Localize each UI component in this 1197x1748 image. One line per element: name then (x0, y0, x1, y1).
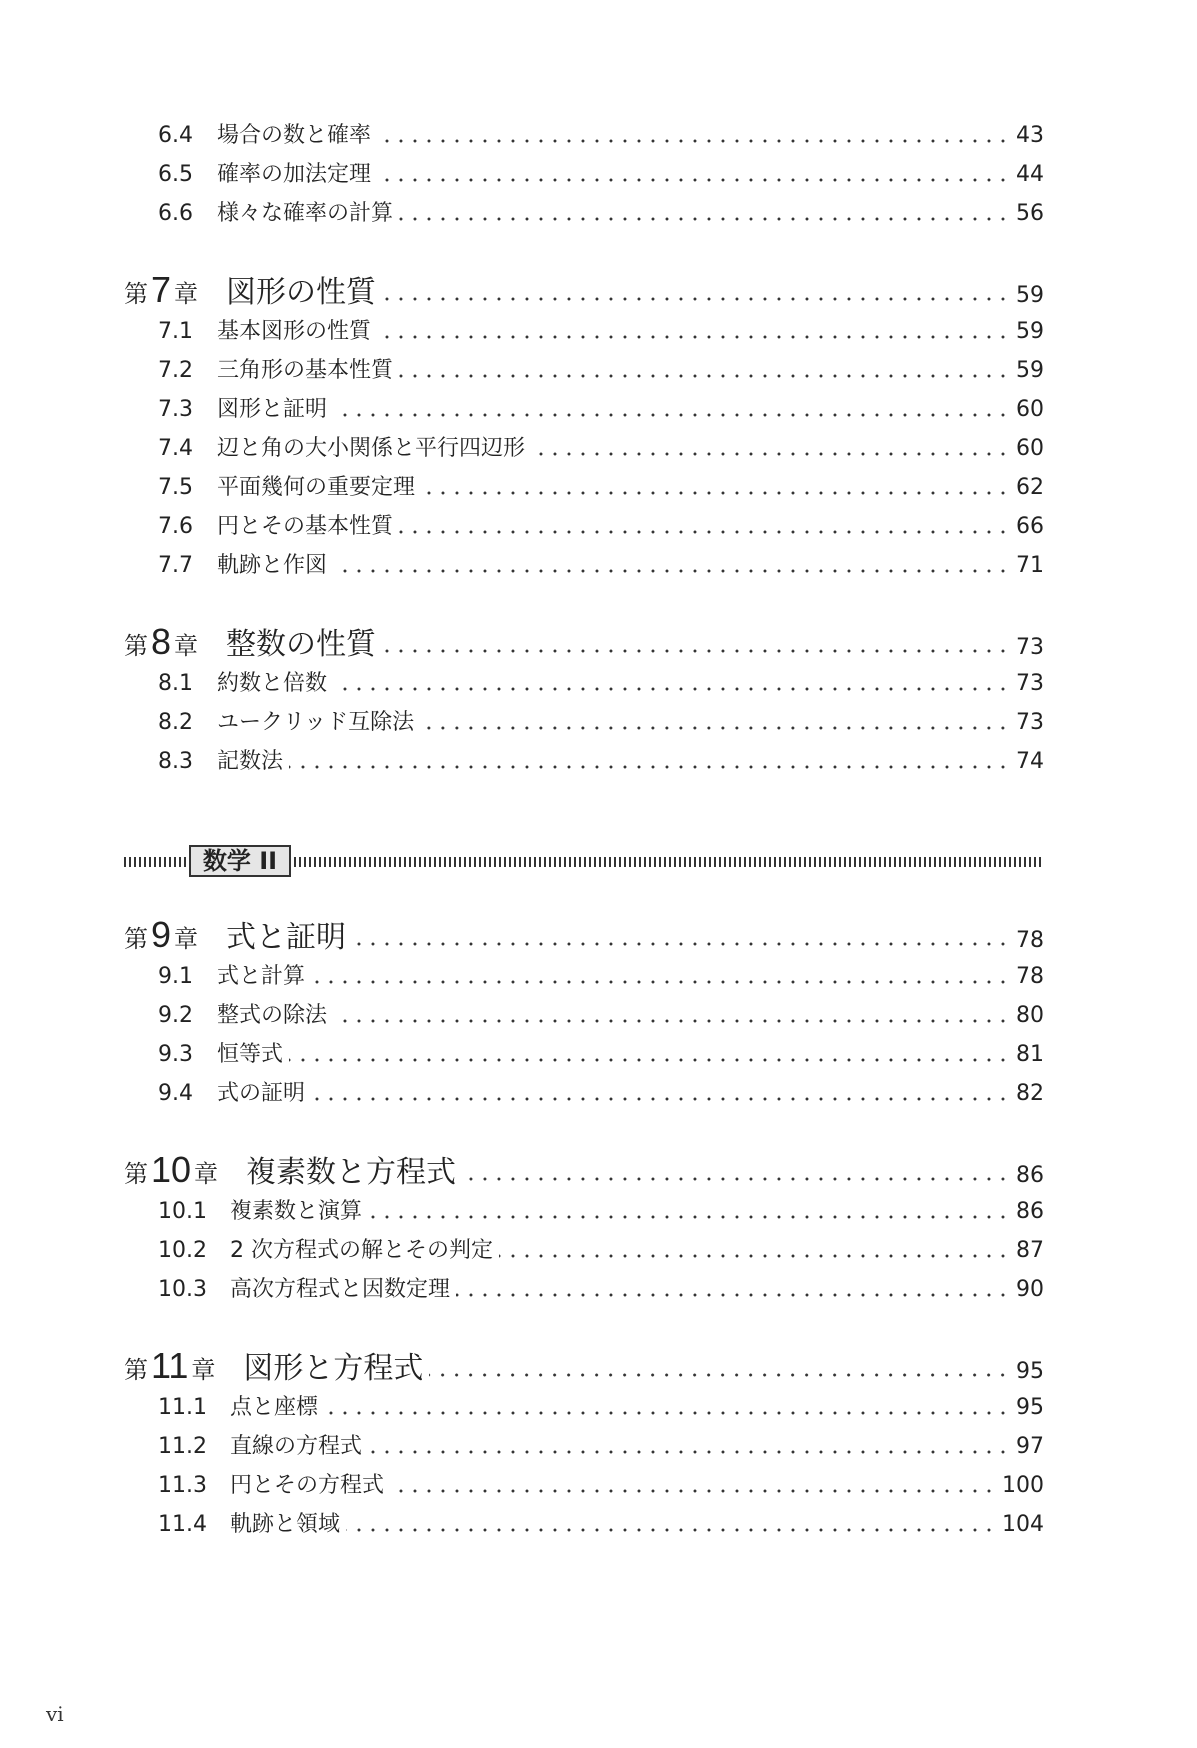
toc-entry[interactable] (158, 1039, 1044, 1071)
dot-leader (390, 1489, 996, 1493)
section-number: 10.2 (158, 1238, 207, 1263)
page-number: 59 (1016, 358, 1044, 383)
chapter-title: 図形の性質 (226, 275, 377, 310)
page-number: 86 (1016, 1199, 1044, 1224)
part-banner (124, 845, 1044, 881)
page-number: 74 (1016, 749, 1044, 774)
section-number: 9.1 (158, 964, 193, 989)
dot-leader (324, 1411, 1010, 1415)
chapter-suffix: 章 (174, 280, 199, 308)
chapter-suffix: 章 (174, 925, 199, 953)
page-number: 90 (1016, 1277, 1044, 1302)
toc-entry[interactable] (158, 1196, 1044, 1228)
dot-leader (333, 413, 1010, 417)
chapter-title: 式と証明 (226, 920, 347, 955)
section-title: 様々な確率の計算 (217, 201, 394, 226)
page-number: 82 (1016, 1081, 1044, 1106)
dot-leader (289, 765, 1010, 769)
dot-leader (377, 139, 1010, 143)
section-title: ユークリッド互除法 (217, 710, 415, 735)
page-number: 59 (1016, 283, 1044, 308)
section-title: 記数法 (217, 749, 284, 774)
toc-entry[interactable] (158, 1274, 1044, 1306)
toc-entry[interactable] (158, 511, 1044, 543)
chapter-prefix: 第 (124, 280, 148, 308)
page-number: 73 (1016, 671, 1044, 696)
dot-leader (289, 1058, 1010, 1062)
section-title: 場合の数と確率 (217, 123, 372, 148)
section-number: 9.2 (158, 1003, 193, 1028)
chapter-number: 8 (151, 621, 172, 662)
page-number: 62 (1016, 475, 1044, 500)
dot-leader (333, 569, 1010, 573)
dot-leader (368, 1215, 1010, 1219)
page-number: 44 (1016, 162, 1044, 187)
toc-entry[interactable] (158, 1392, 1044, 1424)
toc-entry[interactable] (158, 394, 1044, 426)
section-number: 11.1 (158, 1395, 207, 1420)
dot-leader (399, 374, 1010, 378)
toc-entry[interactable] (158, 668, 1044, 700)
toc-entry[interactable] (158, 1000, 1044, 1032)
section-title: 2 次方程式の解とその判定 (230, 1238, 493, 1263)
section-number: 11.3 (158, 1473, 207, 1498)
chapter-prefix: 第 (124, 925, 148, 953)
section-number: 6.4 (158, 123, 193, 148)
page-number: 59 (1016, 319, 1044, 344)
section-number: 7.5 (158, 475, 193, 500)
dot-leader (333, 687, 1010, 691)
toc-entry[interactable] (158, 316, 1044, 348)
dot-leader (420, 726, 1010, 730)
page-number: 100 (1002, 1473, 1044, 1498)
part-label: 数学 II (189, 845, 291, 877)
section-number: 8.1 (158, 671, 193, 696)
dot-leader (377, 335, 1010, 339)
dot-leader (429, 1373, 1010, 1377)
toc-entry[interactable] (158, 707, 1044, 739)
chapter-prefix: 第 (124, 632, 148, 660)
section-title: 基本図形の性質 (217, 319, 372, 344)
page-number: 60 (1016, 397, 1044, 422)
page-number: 87 (1016, 1238, 1044, 1263)
section-title: 図形と証明 (217, 397, 328, 422)
dot-leader (368, 1450, 1010, 1454)
chapter-suffix: 章 (174, 632, 199, 660)
toc-entry[interactable] (158, 433, 1044, 465)
page-number: 80 (1016, 1003, 1044, 1028)
page-number: 86 (1016, 1163, 1044, 1188)
toc-entry[interactable] (158, 961, 1044, 993)
dot-leader (311, 1097, 1010, 1101)
section-title: 恒等式 (217, 1042, 284, 1067)
toc-entry[interactable] (158, 550, 1044, 582)
section-number: 6.6 (158, 201, 193, 226)
section-number: 11.4 (158, 1512, 207, 1537)
toc-entry[interactable] (158, 120, 1044, 152)
dot-leader (462, 1177, 1010, 1181)
chapter-number: 7 (151, 269, 172, 310)
section-title: 複素数と演算 (230, 1199, 363, 1224)
section-number: 8.2 (158, 710, 193, 735)
page-number: 78 (1016, 928, 1044, 953)
section-number: 10.3 (158, 1277, 207, 1302)
toc-entry[interactable] (158, 198, 1044, 230)
page-number: 95 (1016, 1395, 1044, 1420)
section-number: 7.7 (158, 553, 193, 578)
section-number: 7.6 (158, 514, 193, 539)
page-number: 73 (1016, 635, 1044, 660)
chapter-prefix: 第 (124, 1160, 148, 1188)
page-number: 95 (1016, 1359, 1044, 1384)
page-number: 81 (1016, 1042, 1044, 1067)
section-title: 円とその基本性質 (217, 514, 394, 539)
dot-leader (352, 942, 1010, 946)
dot-leader (421, 491, 1010, 495)
dot-leader (311, 980, 1010, 984)
toc-entry[interactable] (158, 1431, 1044, 1463)
page-number: 104 (1002, 1512, 1044, 1537)
toc-entry[interactable] (158, 1235, 1044, 1267)
section-title: 辺と角の大小関係と平行四辺形 (217, 436, 526, 461)
dot-leader (346, 1528, 996, 1532)
dot-leader (382, 297, 1010, 301)
page-number: 73 (1016, 710, 1044, 735)
page-number: 66 (1016, 514, 1044, 539)
toc-entry[interactable] (158, 1470, 1044, 1502)
section-number: 11.2 (158, 1434, 207, 1459)
toc-entry[interactable] (158, 159, 1044, 191)
section-title: 確率の加法定理 (217, 162, 372, 187)
chapter-number: 9 (151, 914, 172, 955)
section-title: 式の証明 (217, 1081, 306, 1106)
section-number: 10.1 (158, 1199, 207, 1224)
dot-leader (456, 1293, 1010, 1297)
chapter-heading[interactable] (124, 913, 1044, 957)
toc-entry[interactable] (158, 355, 1044, 387)
toc-entry[interactable] (158, 1078, 1044, 1110)
section-number: 7.3 (158, 397, 193, 422)
page-number: 71 (1016, 553, 1044, 578)
section-number: 9.4 (158, 1081, 193, 1106)
section-number: 7.1 (158, 319, 193, 344)
section-number: 9.3 (158, 1042, 193, 1067)
dot-leader (377, 178, 1010, 182)
section-title: 軌跡と作図 (217, 553, 328, 578)
chapter-prefix: 第 (124, 1356, 148, 1384)
banner-rule-left (124, 857, 187, 867)
page-number: 78 (1016, 964, 1044, 989)
chapter-heading[interactable] (124, 620, 1044, 664)
section-title: 整式の除法 (217, 1003, 328, 1028)
chapter-title: 図形と方程式 (243, 1351, 424, 1386)
dot-leader (499, 1254, 1010, 1258)
section-title: 直線の方程式 (230, 1434, 363, 1459)
dot-leader (399, 217, 1010, 221)
banner-rule-right (294, 857, 1044, 867)
page-number: 60 (1016, 436, 1044, 461)
page-folio: vi (46, 1702, 64, 1726)
section-title: 高次方程式と因数定理 (230, 1277, 451, 1302)
section-title: 円とその方程式 (230, 1473, 385, 1498)
section-title: 軌跡と領域 (230, 1512, 341, 1537)
chapter-suffix: 章 (194, 1160, 219, 1188)
chapter-number: 10 (151, 1149, 192, 1190)
page-number: 97 (1016, 1434, 1044, 1459)
section-title: 式と計算 (217, 964, 306, 989)
section-title: 平面幾何の重要定理 (217, 475, 416, 500)
section-title: 三角形の基本性質 (217, 358, 394, 383)
toc-entry[interactable] (158, 472, 1044, 504)
toc-entry[interactable] (158, 746, 1044, 778)
page-number: 56 (1016, 201, 1044, 226)
chapter-heading[interactable] (124, 1148, 1044, 1192)
chapter-heading[interactable] (124, 1344, 1044, 1388)
chapter-title: 整数の性質 (226, 627, 377, 662)
chapter-title: 複素数と方程式 (246, 1155, 457, 1190)
section-number: 7.4 (158, 436, 193, 461)
dot-leader (333, 1019, 1010, 1023)
dot-leader (399, 530, 1010, 534)
page-number: 43 (1016, 123, 1044, 148)
chapter-number: 11 (151, 1345, 189, 1386)
section-number: 7.2 (158, 358, 193, 383)
chapter-heading[interactable] (124, 268, 1044, 312)
toc-entry[interactable] (158, 1509, 1044, 1541)
section-title: 点と座標 (230, 1395, 319, 1420)
chapter-suffix: 章 (191, 1356, 216, 1384)
dot-leader (382, 649, 1010, 653)
section-number: 6.5 (158, 162, 193, 187)
dot-leader (531, 452, 1010, 456)
section-title: 約数と倍数 (217, 671, 328, 696)
section-number: 8.3 (158, 749, 193, 774)
